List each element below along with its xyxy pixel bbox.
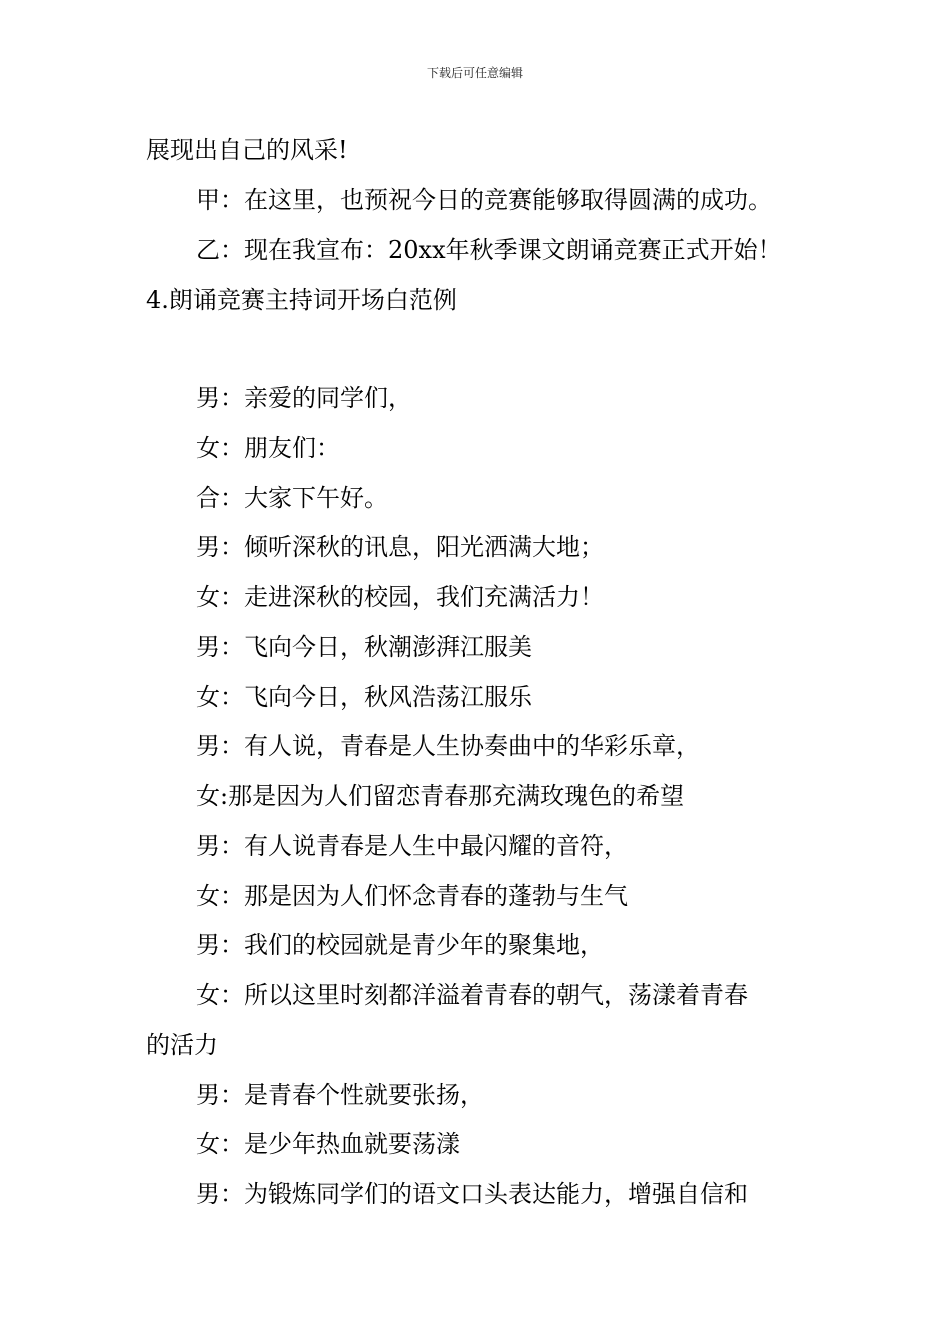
text-line: 男：我们的校园就是青少年的聚集地， (196, 931, 604, 959)
text-line: 男：是青春个性就要张扬， (196, 1081, 484, 1109)
text-line: 女：走进深秋的校园，我们充满活力！ (196, 583, 604, 611)
text-line: 男：有人说，青春是人生协奏曲中的华彩乐章， (196, 732, 700, 760)
text-line: 男：有人说青春是人生中最闪耀的音符， (196, 832, 628, 860)
text-line: 乙：现在我宣布：20xx年秋季课文朗诵竞赛正式开始！ (196, 236, 782, 264)
text-line: 女：所以这里时刻都洋溢着青春的朝气，荡漾着青春 (196, 981, 748, 1009)
text-line: 甲：在这里，也预祝今日的竞赛能够取得圆满的成功。 (196, 186, 772, 214)
text-line: 女：飞向今日，秋风浩荡江服乐 (196, 683, 532, 711)
text-line: 女：那是因为人们怀念青春的蓬勃与生气 (196, 882, 628, 910)
text-line: 女:那是因为人们留恋青春那充满玫瑰色的希望 (196, 782, 685, 810)
text-line: 展现出自己的风采! (146, 136, 348, 164)
text-line: 的活力 (146, 1031, 218, 1059)
text-line: 男：亲爱的同学们， (196, 384, 412, 412)
text-line: 女：是少年热血就要荡漾 (196, 1130, 460, 1158)
text-line: 女：朋友们： (196, 434, 340, 462)
text-line: 男：飞向今日，秋潮澎湃江服美 (196, 633, 532, 661)
text-line: 合：大家下午好。 (196, 484, 388, 512)
text-line: 男：为锻炼同学们的语文口头表达能力，增强自信和 (196, 1180, 748, 1208)
page-header: 下载后可任意编辑 (426, 66, 523, 80)
text-line: 男：倾听深秋的讯息，阳光洒满大地； (196, 533, 604, 561)
section-heading: 4.朗诵竞赛主持词开场白范例 (146, 286, 457, 314)
